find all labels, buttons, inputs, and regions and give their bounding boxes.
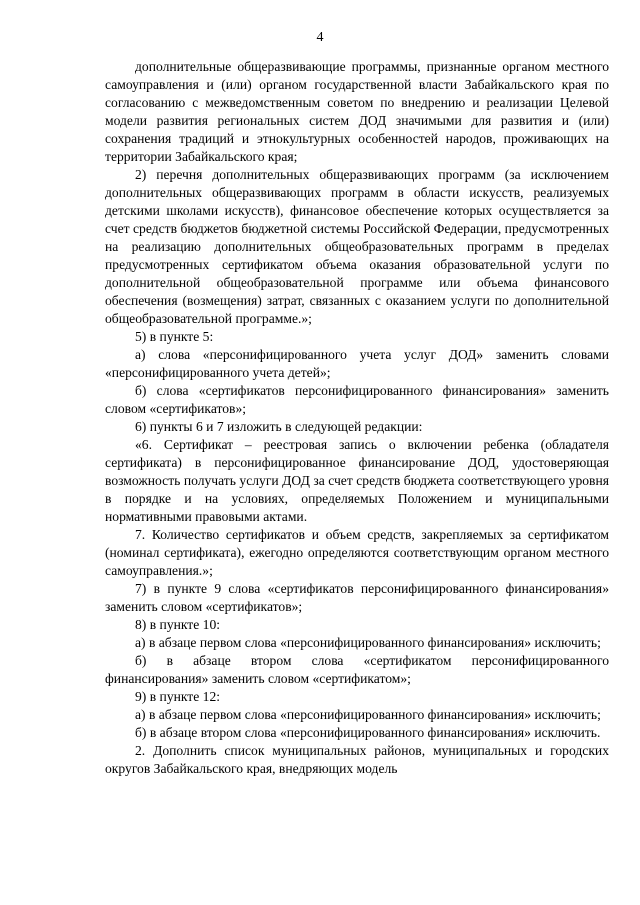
paragraph: 6) пункты 6 и 7 изложить в следующей редакции: [135,419,423,434]
paragraph: дополнительные общеразвивающие программы, признанные органом местного самоуправления и (или) органом государственной власти Забайкальского края по согласованию с межведомственным советом по внедрению и реализации Целевой модели развития региональных систем ДОД значимыми для развития и (или) сохранения традиций и этнокультурных особенностей народов, проживающих на территории Забайкальского края; [105,59,609,164]
page-number: 4 [316,30,324,45]
paragraph: 5) в пункте 5: [135,329,214,344]
paragraph: а) слова «персонифицированного учета услуг ДОД» заменить словами «персонифицированного учета детей»; [105,347,609,380]
document-body [105,58,609,778]
paragraph: а) в абзаце первом слова «персонифицированного финансирования» исключить; [135,707,601,722]
paragraph: 7) в пункте 9 слова «сертификатов персонифицированного финансирования» заменить словом «сертификатов»; [105,581,609,614]
paragraph: а) в абзаце первом слова «персонифицированного финансирования» исключить; [135,635,601,650]
paragraph: 2. Дополнить список муниципальных районов, муниципальных и городских округов Забайкальского края, внедряющих модель [105,743,609,776]
paragraph: б) в абзаце втором слова «персонифицированного финансирования» исключить. [135,725,601,740]
paragraph: 8) в пункте 10: [135,617,221,632]
paragraph: «6. Сертификат – реестровая запись о включении ребенка (обладателя сертификата) в персонифицированное финансирование ДОД, удостоверяющая возможность получать услуги ДОД за счет средств бюджета соответствующего уровня в порядке и на условиях, определяемых Положением и муниципальными нормативными правовыми актами. [105,437,609,524]
paragraph: 9) в пункте 12: [135,689,221,704]
paragraph: б) слова «сертификатов персонифицированного финансирования» заменить словом «сертификатов»; [105,383,609,416]
paragraph: 2) перечня дополнительных общеразвивающих программ (за исключением дополнительных общеразвивающих программ в области искусств, реализуемых детскими школами искусств), финансовое обеспечение которых осуществляется за счет средств бюджетов бюджетной системы Российской Федерации, предусмотренных на реализацию дополнительных общеобразовательных программ в пределах предусмотренных сертификатом объема оказания образовательной услуги по дополнительной общеобразовательной программе или объема финансового обеспечения (возмещения) затрат, связанных с оказанием услуги по дополнительной общеобразовательной программе.»; [105,167,609,326]
paragraph: б) в абзаце втором слова «сертификатом персонифицированного финансирования» заменить словом «сертификатом»; [105,653,609,686]
paragraph: 7. Количество сертификатов и объем средств, закрепляемых за сертификатом (номинал сертификата), ежегодно определяются соответствующим органом местного самоуправления.»; [105,527,609,578]
